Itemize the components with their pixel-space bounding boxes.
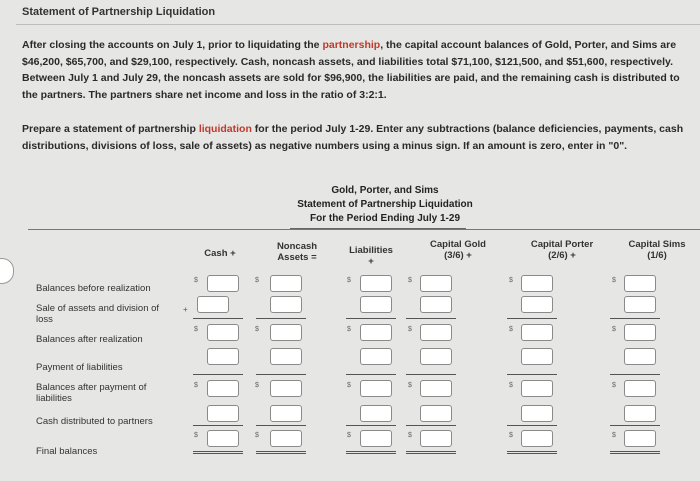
col-header-noncash-assets: Noncash Assets = — [276, 241, 318, 263]
dollar-sign-balances-after-realization-capital-gold: $ — [408, 326, 412, 333]
input-payment-of-liabilities-noncash-assets[interactable] — [270, 348, 302, 365]
input-balances-after-payment-cash[interactable] — [207, 380, 239, 397]
subtotal-rule — [406, 374, 456, 375]
page-title: Statement of Partnership Liquidation — [22, 6, 216, 18]
dollar-sign-final-balances-noncash-assets: $ — [255, 432, 259, 439]
dollar-sign-balances-before-realization-cash: $ — [194, 277, 198, 284]
input-final-balances-capital-porter[interactable] — [521, 430, 553, 447]
final-double-rule — [346, 451, 396, 454]
row-label-payment-of-liabilities: Payment of liabilities — [36, 362, 123, 373]
dollar-sign-balances-before-realization-capital-gold: $ — [408, 277, 412, 284]
subtotal-rule — [346, 374, 396, 375]
col-header-cash: Cash + — [204, 248, 236, 259]
subtotal-rule — [507, 318, 557, 319]
input-payment-of-liabilities-liabilities[interactable] — [360, 348, 392, 365]
input-payment-of-liabilities-capital-porter[interactable] — [521, 348, 553, 365]
dollar-sign-final-balances-capital-sims: $ — [612, 432, 616, 439]
paragraph-text: After closing the accounts on July 1, prior to liquidating the — [22, 39, 323, 51]
final-double-rule — [507, 451, 557, 454]
subtotal-rule — [193, 374, 243, 375]
subtotal-rule — [346, 425, 396, 426]
input-final-balances-capital-gold[interactable] — [420, 430, 452, 447]
input-cash-distributed-capital-porter[interactable] — [521, 405, 553, 422]
input-balances-before-realization-noncash-assets[interactable] — [270, 275, 302, 292]
input-sale-of-assets-capital-gold[interactable] — [420, 296, 452, 313]
problem-paragraph — [22, 37, 692, 103]
subtotal-rule — [406, 425, 456, 426]
instructions-paragraph — [22, 121, 692, 154]
input-balances-after-realization-capital-porter[interactable] — [521, 324, 553, 341]
input-final-balances-cash[interactable] — [207, 430, 239, 447]
instructions-text: Prepare a statement of partnership — [22, 123, 199, 135]
input-balances-after-realization-noncash-assets[interactable] — [270, 324, 302, 341]
dollar-sign-final-balances-liabilities: $ — [347, 432, 351, 439]
sale-row-plus-sign: + — [183, 305, 188, 314]
row-label-final-balances: Final balances — [36, 446, 98, 457]
col-header-capital-porter: Capital Porter (2/6) + — [530, 239, 594, 261]
input-cash-distributed-liabilities[interactable] — [360, 405, 392, 422]
glossary-link-liquidation[interactable]: liquidation — [198, 123, 252, 135]
dollar-sign-balances-before-realization-noncash-assets: $ — [255, 277, 259, 284]
input-final-balances-liabilities[interactable] — [360, 430, 392, 447]
input-balances-before-realization-capital-sims[interactable] — [624, 275, 656, 292]
input-sale-of-assets-capital-sims[interactable] — [624, 296, 656, 313]
row-label-sale-of-assets: Sale of assets and division of loss — [36, 303, 160, 325]
input-balances-before-realization-liabilities[interactable] — [360, 275, 392, 292]
dollar-sign-balances-after-realization-cash: $ — [194, 326, 198, 333]
input-payment-of-liabilities-capital-gold[interactable] — [420, 348, 452, 365]
dollar-sign-balances-after-realization-liabilities: $ — [347, 326, 351, 333]
dollar-sign-balances-after-realization-capital-sims: $ — [612, 326, 616, 333]
input-balances-after-realization-capital-sims[interactable] — [624, 324, 656, 341]
table-top-rule — [28, 229, 700, 230]
subtotal-rule — [346, 318, 396, 319]
row-label-balances-after-realization: Balances after realization — [36, 334, 143, 345]
input-balances-after-payment-noncash-assets[interactable] — [270, 380, 302, 397]
dollar-sign-final-balances-capital-gold: $ — [408, 432, 412, 439]
dollar-sign-balances-after-payment-liabilities: $ — [347, 382, 351, 389]
subtotal-rule — [256, 374, 306, 375]
input-payment-of-liabilities-cash[interactable] — [207, 348, 239, 365]
row-label-cash-distributed: Cash distributed to partners — [36, 416, 153, 427]
final-double-rule — [193, 451, 243, 454]
input-balances-after-payment-capital-sims[interactable] — [624, 380, 656, 397]
subtotal-rule — [193, 425, 243, 426]
dollar-sign-balances-after-realization-capital-porter: $ — [509, 326, 513, 333]
final-double-rule — [256, 451, 306, 454]
subtotal-rule — [193, 318, 243, 319]
input-sale-of-assets-cash[interactable] — [197, 296, 229, 313]
statement-name: Statement of Partnership Liquidation — [297, 199, 473, 210]
dollar-sign-balances-before-realization-liabilities: $ — [347, 277, 351, 284]
input-balances-before-realization-cash[interactable] — [207, 275, 239, 292]
dollar-sign-final-balances-capital-porter: $ — [509, 432, 513, 439]
input-balances-after-payment-capital-gold[interactable] — [420, 380, 452, 397]
dollar-sign-balances-after-payment-noncash-assets: $ — [255, 382, 259, 389]
input-balances-after-realization-liabilities[interactable] — [360, 324, 392, 341]
row-label-balances-after-payment: Balances after payment of liabilities — [36, 382, 147, 404]
dollar-sign-balances-after-realization-noncash-assets: $ — [255, 326, 259, 333]
row-label-balances-before-realization: Balances before realization — [36, 283, 151, 294]
subtotal-rule — [256, 318, 306, 319]
subtotal-rule — [610, 374, 660, 375]
dollar-sign-balances-after-payment-capital-porter: $ — [509, 382, 513, 389]
title-divider — [16, 24, 700, 25]
input-final-balances-capital-sims[interactable] — [624, 430, 656, 447]
subtotal-rule — [406, 318, 456, 319]
statement-company: Gold, Porter, and Sims — [331, 185, 439, 196]
side-panel-tab[interactable] — [0, 258, 14, 284]
subtotal-rule — [507, 425, 557, 426]
dollar-sign-balances-after-payment-cash: $ — [194, 382, 198, 389]
final-double-rule — [610, 451, 660, 454]
col-header-liabilities: Liabilities + — [349, 245, 393, 267]
input-balances-before-realization-capital-gold[interactable] — [420, 275, 452, 292]
glossary-link-partnership[interactable]: partnership — [322, 39, 381, 51]
dollar-sign-balances-before-realization-capital-sims: $ — [612, 277, 616, 284]
input-cash-distributed-noncash-assets[interactable] — [270, 405, 302, 422]
subtotal-rule — [610, 425, 660, 426]
subtotal-rule — [256, 425, 306, 426]
subtotal-rule — [507, 374, 557, 375]
input-final-balances-noncash-assets[interactable] — [270, 430, 302, 447]
input-cash-distributed-cash[interactable] — [207, 405, 239, 422]
final-double-rule — [406, 451, 456, 454]
input-balances-before-realization-capital-porter[interactable] — [521, 275, 553, 292]
input-sale-of-assets-liabilities[interactable] — [360, 296, 392, 313]
col-header-capital-sims: Capital Sims (1/6) — [628, 239, 686, 261]
input-sale-of-assets-capital-porter[interactable] — [521, 296, 553, 313]
dollar-sign-balances-before-realization-capital-porter: $ — [509, 277, 513, 284]
statement-period: For the Period Ending July 1-29 — [309, 213, 461, 224]
paragraph-text: , the capital account balances of Gold, Porter, and Sims are $46,200, $65,700, and $29,100, respectively. Cash, noncash assets, and liabilities total $71,100, $121,500, and $51,600, respectively. Between July 1 and July 29, the noncash assets are sold for $96,900, the liabilities are paid, and the remaining cash is distributed to the partners. The partners share net income and loss in the ratio of 3:2:1. — [22, 39, 680, 101]
dollar-sign-balances-after-payment-capital-sims: $ — [612, 382, 616, 389]
input-cash-distributed-capital-gold[interactable] — [420, 405, 452, 422]
input-balances-after-payment-capital-porter[interactable] — [521, 380, 553, 397]
input-balances-after-payment-liabilities[interactable] — [360, 380, 392, 397]
input-sale-of-assets-noncash-assets[interactable] — [270, 296, 302, 313]
subtotal-rule — [610, 318, 660, 319]
input-payment-of-liabilities-capital-sims[interactable] — [624, 348, 656, 365]
input-balances-after-realization-capital-gold[interactable] — [420, 324, 452, 341]
col-header-capital-gold: Capital Gold (3/6) + — [430, 239, 486, 261]
input-cash-distributed-capital-sims[interactable] — [624, 405, 656, 422]
dollar-sign-final-balances-cash: $ — [194, 432, 198, 439]
input-balances-after-realization-cash[interactable] — [207, 324, 239, 341]
dollar-sign-balances-after-payment-capital-gold: $ — [408, 382, 412, 389]
instructions-text: for the period July 1-29. Enter any subtractions (balance deficiencies, payments, cash distributions, divisions of loss, sale of assets) as negative numbers using a minus sign. If an amount is zero, enter in "0". — [22, 123, 684, 152]
